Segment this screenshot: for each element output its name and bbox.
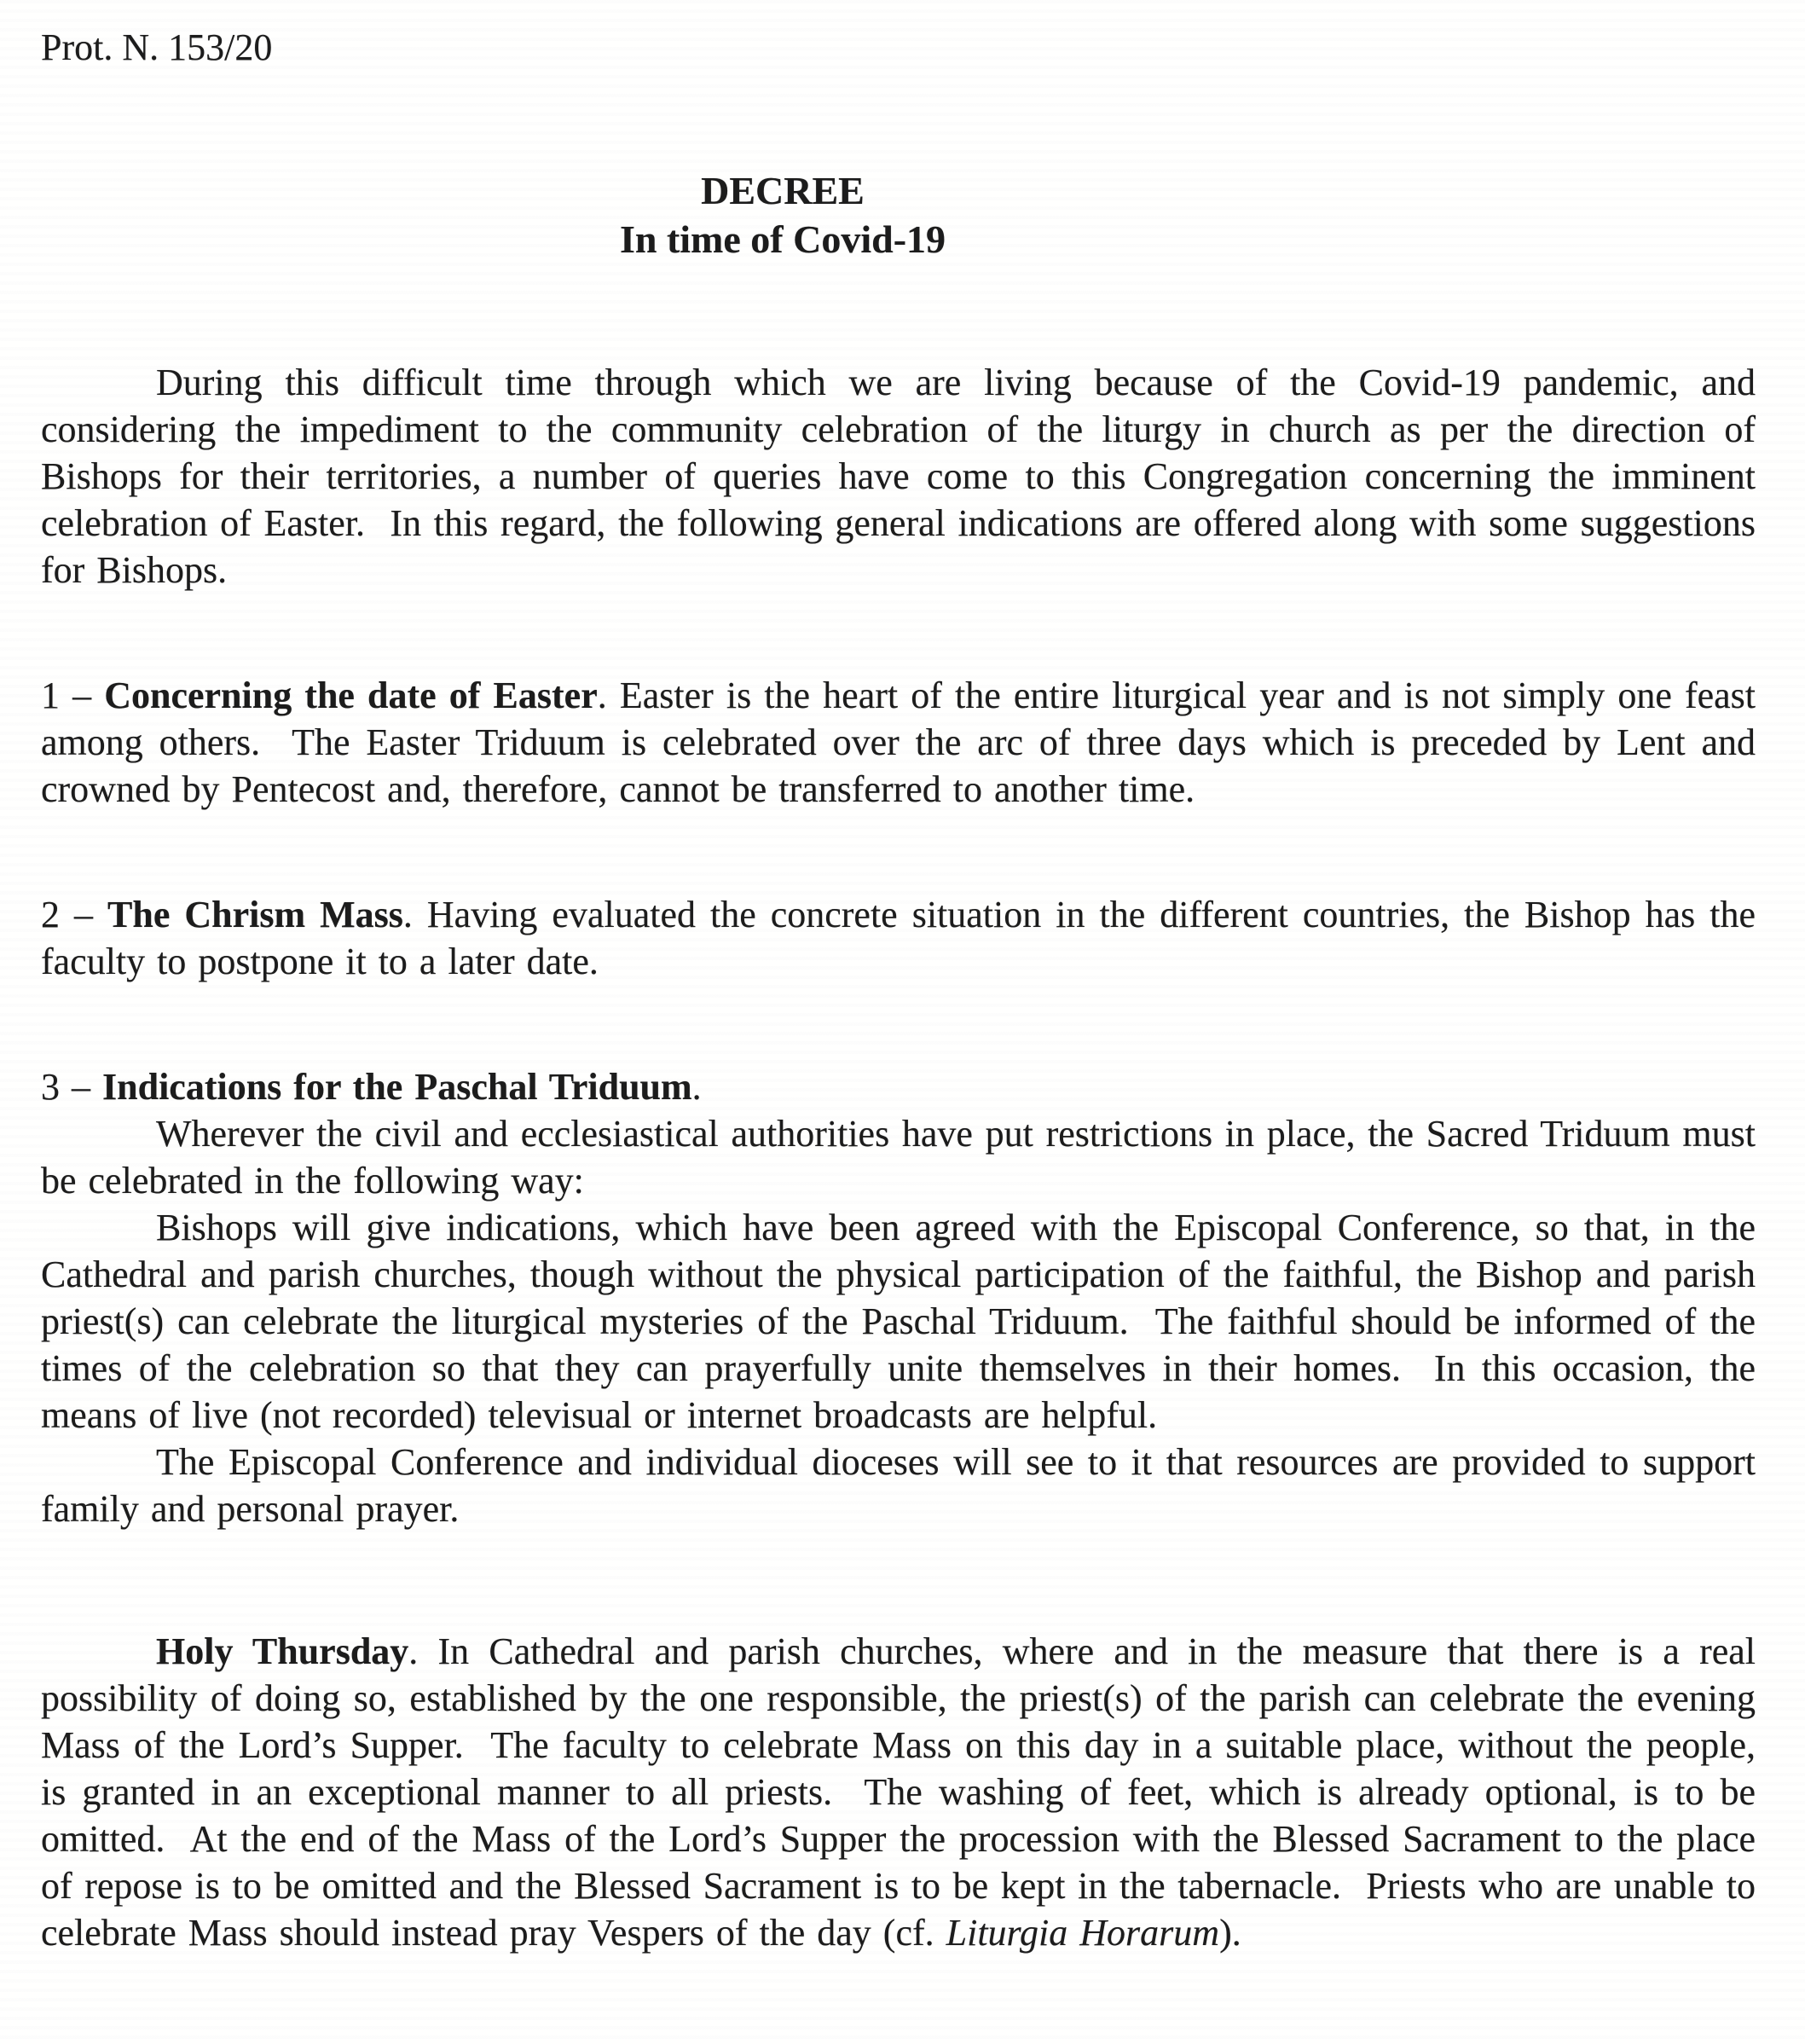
text-run: Wherever the civil and ecclesiastical authorities have put restrictions in place, the Sacred Triduum must be celebrated in the following way: (41, 1113, 1756, 1202)
section-1-date-of-easter (41, 672, 1756, 813)
text-run: During this difficult time through which we are living because of the Covid-19 pandemic, and considering the impediment to the community celebration of the liturgy in church as per the direction of Bishops for their territories, a number of queries have come to this Congregation concerning the imminent celebration of Easter. In this regard, the following general indications are offered along with some suggestions for Bishops. (41, 362, 1756, 591)
holy-thursday-paragraph (41, 1628, 1756, 1956)
intro-paragraph (41, 359, 1756, 594)
episcopal-conference-resources-paragraph (41, 1439, 1756, 1532)
text-run: . In Cathedral and parish churches, where and in the measure that there is a real possibility of doing so, established by the one responsible, the priest(s) of the parish can celebrate the evening Mass of the Lord’s Supper. The faculty to celebrate Mass on this day in a suitable place, without the people, is granted in an exceptional manner to all priests. The washing of feet, which is already optional, is to be omitted. At the end of the Mass of the Lord’s Supper the procession with the Blessed Sacrament to the place of repose is to be omitted and the Blessed Sacrament is to be kept in the tabernacle. Priests who are unable to celebrate Mass should instead pray Vespers of the day (cf. (41, 1630, 1756, 1954)
text-run: . Having evaluated the concrete situation in the different countries, the Bishop has the faculty to postpone it to a later date. (41, 894, 1756, 982)
wherever-restrictions-paragraph (41, 1110, 1756, 1204)
bold-run: Concerning the date of Easter (104, 675, 598, 716)
section-3-heading (41, 1063, 1756, 1110)
bold-run: Indications for the Paschal Triduum (102, 1066, 692, 1108)
document-body (41, 359, 1756, 1956)
section-2-chrism-mass (41, 891, 1756, 985)
text-run: . (691, 1066, 702, 1108)
bold-run: Holy Thursday (156, 1630, 409, 1672)
italic-run: Liturgia Horarum (946, 1912, 1220, 1954)
protocol-number: Prot. N. 153/20 (41, 26, 273, 68)
text-run: 1 – (41, 675, 105, 716)
text-run: 3 – (41, 1066, 102, 1108)
document-subtitle: In time of Covid-19 (619, 217, 946, 261)
bishops-indications-paragraph (41, 1204, 1756, 1439)
title-block (41, 166, 1524, 263)
text-run: Bishops will give indications, which have been agreed with the Episcopal Conference, so that, in the Cathedral and parish churches, though without the physical participation of the faithful, the Bishop and parish priest(s) can celebrate the liturgical mysteries of the Paschal Triduum. The faithful should be informed of the times of the celebration so that they can prayerfully unite themselves in their homes. In this occasion, the means of live (not recorded) televisual or internet broadcasts are helpful. (41, 1207, 1756, 1436)
text-run: ). (1219, 1912, 1241, 1954)
text-run: The Episcopal Conference and individual dioceses will see to it that resources are provided to support family and personal prayer. (41, 1441, 1756, 1530)
text-run: . Easter is the heart of the entire liturgical year and is not simply one feast among others. The Easter Triduum is celebrated over the arc of three days which is preceded by Lent and crowned by Pentecost and, therefore, cannot be transferred to another time. (41, 675, 1756, 810)
document-title: DECREE (701, 169, 865, 212)
text-run: 2 – (41, 894, 107, 935)
bold-run: The Chrism Mass (107, 894, 403, 935)
